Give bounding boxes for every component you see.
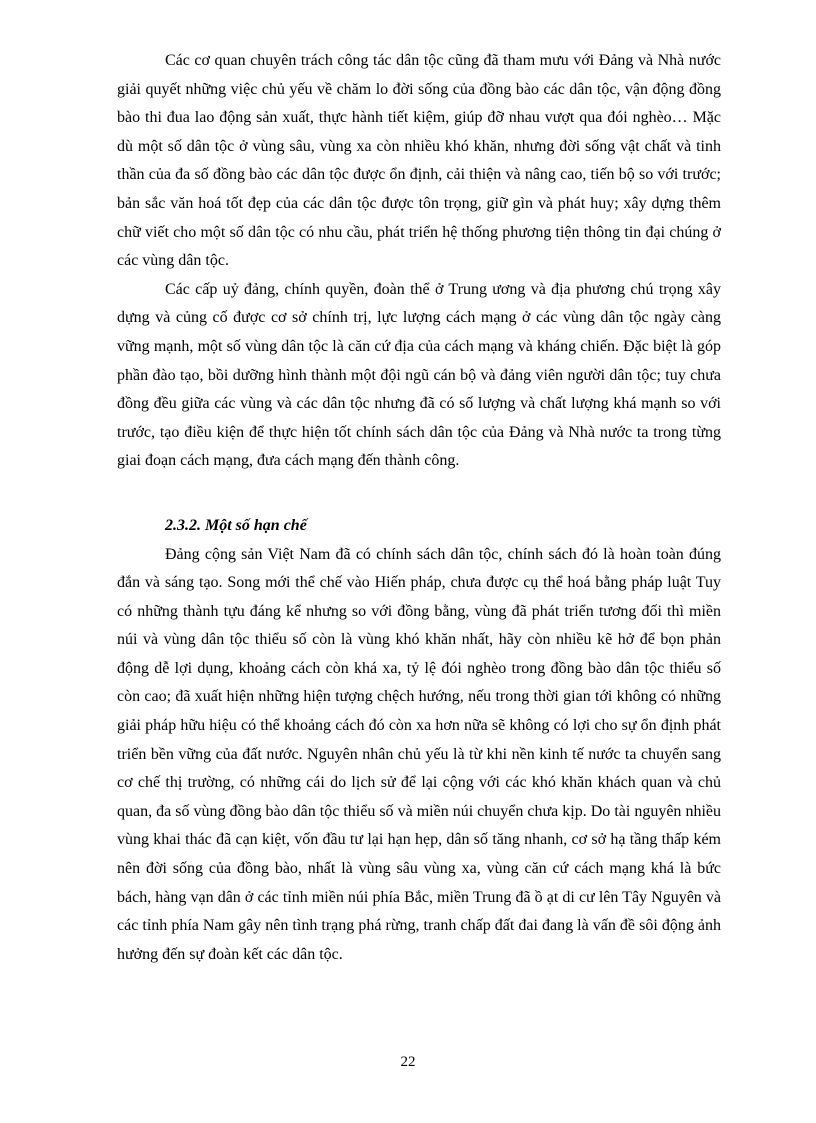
paragraph-ethnic-agencies: Các cơ quan chuyên trách công tác dân tộc cũng đã tham mưu với Đảng và Nhà nước giải quyết những việc chủ yếu về chăm lo đời sống của đồng bào các dân tộc, vận động đồng bào thi đua lao động sản xuất, thực hành tiết kiệm, giúp đỡ nhau vượt qua đói nghèo… Mặc dù một số dân tộc ở vùng sâu, vùng xa còn nhiều khó khăn, nhưng đời sống vật chất và tinh thần của đa số đồng bào các dân tộc được ổn định, cải thiện và nâng cao, tiến bộ so với trước; bản sắc văn hoá tốt đẹp của các dân tộc được tôn trọng, giữ gìn và phát huy; xây dựng thêm chữ viết cho một số dân tộc có nhu cầu, phát triển hệ thống phương tiện thông tin đại chúng ở các vùng dân tộc.: [117, 52, 721, 270]
paragraph-party-committees: Các cấp uỷ đảng, chính quyền, đoàn thể ở Trung ương và địa phương chú trọng xây dựng và củng cố được cơ sở chính trị, lực lượng cách mạng ở các vùng dân tộc ngày càng vững mạnh, một số vùng dân tộc là căn cứ địa của cách mạng và kháng chiến. Đặc biệt là góp phần đào tạo, bồi dưỡng hình thành một đội ngũ cán bộ và đảng viên người dân tộc; tuy chưa đồng đều giữa các vùng và các dân tộc nhưng đã có số lượng và chất lượng khá mạnh so với trước, tạo điều kiện để thực hiện tốt chính sách dân tộc của Đảng và Nhà nước ta trong từng giai đoạn cách mạng, đưa cách mạng đến thành công.: [117, 280, 721, 470]
page-body: [117, 47, 721, 969]
paragraph-limitations: Đảng cộng sản Việt Nam đã có chính sách dân tộc, chính sách đó là hoàn toàn đúng đắn và sáng tạo. Song mới thể chế vào Hiến pháp, chưa được cụ thể hoá bằng pháp luật Tuy có những thành tựu đáng kể nhưng so với đồng bằng, vùng đã phát triển tương đối thì miền núi và vùng dân tộc thiểu số còn là vùng khó khăn nhất, hãy còn nhiều kẽ hở để bọn phản động dễ lợi dụng, khoảng cách còn khá xa, tỷ lệ đói nghèo trong đồng bào dân tộc thiểu số còn cao; đã xuất hiện những hiện tượng chệch hướng, nếu trong thời gian tới không có những giải pháp hữu hiệu có thể khoảng cách đó còn xa hơn nữa sẽ không có lợi cho sự ổn định phát triển bền vững của đất nước. Nguyên nhân chủ yếu là từ khi nền kinh tế nước ta chuyển sang cơ chế thị trường, có những cái do lịch sử để lại cộng với các khó khăn khách quan và chủ quan, đa số vùng đồng bào dân tộc thiểu số và miền núi chuyển chưa kịp. Do tài nguyên nhiều vùng khai thác đã cạn kiệt, vốn đầu tư lại hạn hẹp, dân số tăng nhanh, cơ sở hạ tầng thấp kém nên đời sống của đồng bào, nhất là vùng sâu vùng xa, vùng căn cứ cách mạng khá là bức bách, hàng vạn dân ở các tỉnh miền núi phía Bắc, miền Trung đã ồ ạt di cư lên Tây Nguyên và các tỉnh phía Nam gây nên tình trạng phá rừng, tranh chấp đất đai đang là vấn đề sôi động ảnh hưởng đến sự đoàn kết các dân tộc.: [117, 545, 721, 963]
section-heading: 2.3.2. Một số hạn chế: [165, 516, 307, 534]
page-number: 22: [400, 1054, 416, 1070]
